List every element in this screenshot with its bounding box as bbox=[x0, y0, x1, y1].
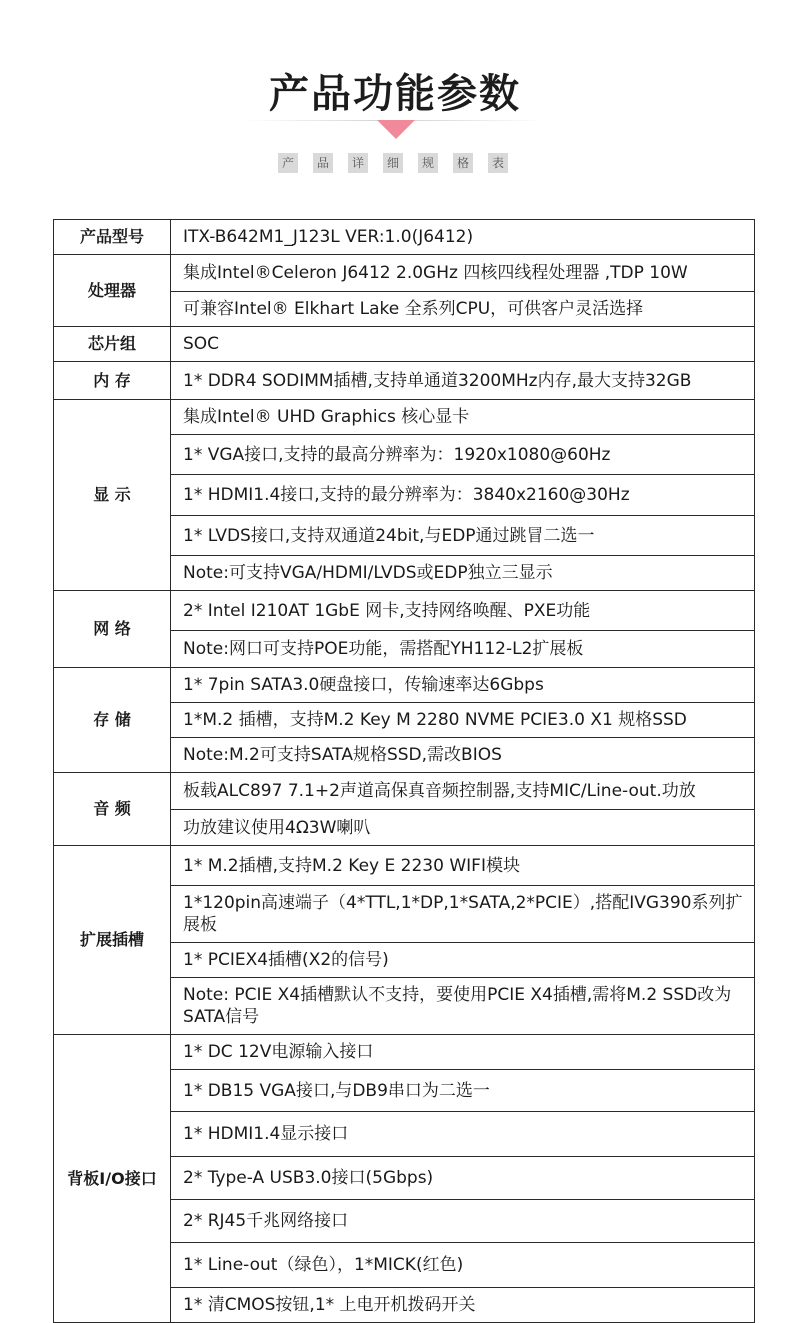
spec-value: 1*120pin高速端子（4*TTL,1*DP,1*SATA,2*PCIE）,搭配IVG390系列扩展板 bbox=[171, 886, 755, 943]
spec-label: 处理器 bbox=[54, 255, 171, 327]
subtitle-spec-table bbox=[278, 153, 508, 173]
spec-row bbox=[54, 591, 755, 631]
spec-label: 存 储 bbox=[54, 668, 171, 773]
spec-value: 板载ALC897 7.1+2声道高保真音频控制器,支持MIC/Line-out.功放 bbox=[171, 773, 755, 810]
spec-value: 1* DB15 VGA接口,与DB9串口为二选一 bbox=[171, 1070, 755, 1112]
spec-value: 1* 清CMOS按钮,1* 上电开机拨码开关 bbox=[171, 1288, 755, 1323]
spec-label: 扩展插槽 bbox=[54, 846, 171, 1035]
subtitle-char: 详 bbox=[348, 153, 368, 173]
spec-label: 内 存 bbox=[54, 362, 171, 400]
spec-value: 2* RJ45千兆网络接口 bbox=[171, 1200, 755, 1243]
spec-label: 显 示 bbox=[54, 400, 171, 591]
subtitle-char: 品 bbox=[313, 153, 333, 173]
spec-value: 1* PCIEX4插槽(X2的信号) bbox=[171, 943, 755, 978]
spec-value: 1* LVDS接口,支持双通道24bit,与EDP通过跳冒二选一 bbox=[171, 516, 755, 556]
subtitle-char: 产 bbox=[278, 153, 298, 173]
spec-value: Note:可支持VGA/HDMI/LVDS或EDP独立三显示 bbox=[171, 556, 755, 591]
spec-value: 1* M.2插槽,支持M.2 Key E 2230 WIFI模块 bbox=[171, 846, 755, 886]
spec-label: 背板I/O接口 bbox=[54, 1035, 171, 1323]
spec-value: ITX-B642M1_J123L VER:1.0(J6412) bbox=[171, 220, 755, 255]
spec-value: Note:M.2可支持SATA规格SSD,需改BIOS bbox=[171, 738, 755, 773]
spec-value: Note:网口可支持POE功能，需搭配YH112-L2扩展板 bbox=[171, 631, 755, 668]
spec-label: 网 络 bbox=[54, 591, 171, 668]
spec-label: 产品型号 bbox=[54, 220, 171, 255]
spec-row bbox=[54, 400, 755, 435]
spec-value: 1* HDMI1.4接口,支持的最分辨率为：3840x2160@30Hz bbox=[171, 475, 755, 516]
spec-row bbox=[54, 220, 755, 255]
subtitle-char: 格 bbox=[453, 153, 473, 173]
spec-label: 芯片组 bbox=[54, 327, 171, 362]
spec-value: SOC bbox=[171, 327, 755, 362]
spec-row bbox=[54, 327, 755, 362]
spec-row bbox=[54, 846, 755, 886]
spec-value: 1*M.2 插槽，支持M.2 Key M 2280 NVME PCIE3.0 X1 规格SSD bbox=[171, 703, 755, 738]
spec-value: 1* DDR4 SODIMM插槽,支持单通道3200MHz内存,最大支持32GB bbox=[171, 362, 755, 400]
down-triangle-icon bbox=[377, 120, 415, 139]
subtitle-char: 表 bbox=[488, 153, 508, 173]
subtitle-char: 细 bbox=[383, 153, 403, 173]
spec-row bbox=[54, 1035, 755, 1070]
spec-value: 1* Line-out（绿色），1*MICK(红色) bbox=[171, 1243, 755, 1288]
spec-value: 可兼容Intel® Elkhart Lake 全系列CPU，可供客户灵活选择 bbox=[171, 292, 755, 327]
spec-value: 功放建议使用4Ω3W喇叭 bbox=[171, 810, 755, 846]
spec-value: Note: PCIE X4插槽默认不支持，要使用PCIE X4插槽,需将M.2 SSD改为SATA信号 bbox=[171, 978, 755, 1035]
spec-value: 1* HDMI1.4显示接口 bbox=[171, 1112, 755, 1157]
spec-value: 1* VGA接口,支持的最高分辨率为：1920x1080@60Hz bbox=[171, 435, 755, 475]
spec-value: 集成Intel® UHD Graphics 核心显卡 bbox=[171, 400, 755, 435]
spec-value: 2* Type-A USB3.0接口(5Gbps) bbox=[171, 1157, 755, 1200]
page-title: 产品功能参数 bbox=[269, 71, 521, 117]
spec-row bbox=[54, 668, 755, 703]
subtitle-char: 规 bbox=[418, 153, 438, 173]
spec-row bbox=[54, 773, 755, 810]
page-header bbox=[0, 0, 790, 200]
spec-table bbox=[53, 219, 755, 1323]
spec-value: 1* DC 12V电源输入接口 bbox=[171, 1035, 755, 1070]
spec-row bbox=[54, 255, 755, 292]
spec-row bbox=[54, 362, 755, 400]
spec-value: 2* Intel I210AT 1GbE 网卡,支持网络唤醒、PXE功能 bbox=[171, 591, 755, 631]
spec-label: 音 频 bbox=[54, 773, 171, 846]
spec-value: 集成Intel®Celeron J6412 2.0GHz 四核四线程处理器 ,TDP 10W bbox=[171, 255, 755, 292]
spec-value: 1* 7pin SATA3.0硬盘接口，传输速率达6Gbps bbox=[171, 668, 755, 703]
